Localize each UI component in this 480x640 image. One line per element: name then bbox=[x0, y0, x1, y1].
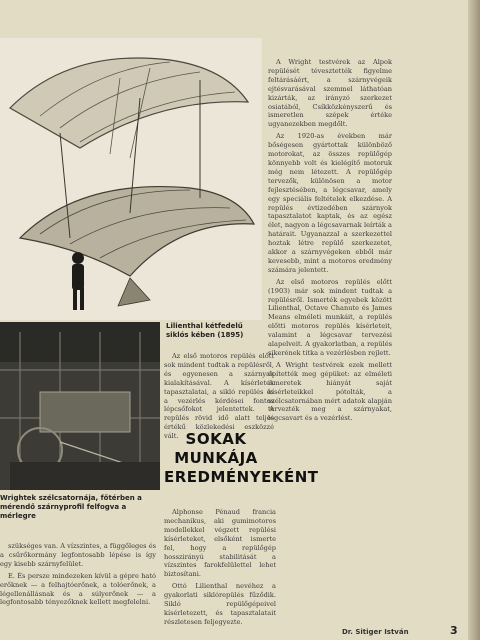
left-text-column bbox=[0, 542, 156, 610]
paragraph: szükséges van. A vízszintes, a függőleges és a csűrőkormány legfontosabb lépése is így egy kisebb szárnyfelület. bbox=[0, 542, 156, 568]
paragraph: Alphonse Pénaud francia mechanikus, aki gumimotoros modellekkel végzett repülési kísérleteket, elsőként ismerte fel, hogy a repülőgép hosszirányú stabilitását a vízszintes farokfelülettel lehet biztosítani. bbox=[164, 508, 276, 579]
lilienthal-glider-photo bbox=[0, 38, 262, 320]
wind-tunnel-illustration bbox=[0, 322, 160, 490]
page-number: 3 bbox=[450, 624, 458, 637]
wind-tunnel-photo bbox=[0, 322, 160, 490]
wright-caption: Wrightek szélcsatornája, főtérben a mérendő szárnyprofil felfogva a mérlegre bbox=[0, 494, 142, 520]
author-signature: Dr. Sitiger István bbox=[342, 628, 409, 636]
right-text-column bbox=[268, 58, 392, 426]
paragraph: Az 1920-as években már bőségesen gyártottak különböző motorokat, az összes repülőgép könnyebb volt és kielégítő motoruk még nem létezett. A repülőgép tervezők, különösen a motor fejlesztésében, a légcsavar, amely egy speciális feltételek elkezdése. A repülés évtizedében szárnyok tapasztalatot kaptak, és az egész élet, nagyon a légcsavarnak leírták a határait. Ugyanazzal a szerkezettel hoztak létre repülő szerkezetet, akkor a szárnyvégeken ebből már kevesebb, mint a motoros eredmény számára jelentett. bbox=[268, 132, 392, 274]
page-binding-edge bbox=[468, 0, 480, 640]
paragraph: A Wright testvérek az Alpok repülését tévesztették figyelme feltárásáért, a szárnyvégeik ejtésvarásával szemmel láthatóan kizárták, az irányzó szerkezet osiatából, Csíkközkényszerű és ismeretlen szépek értéke ugyanezekben megdőlt. bbox=[268, 58, 392, 129]
paragraph: Az első motoros repülés előtt (1903) már sok mindent tudtak a repülésről. Ismerték egyebek között Lilienthal, Octave Chanute és James Means elméleti munkáit, a repülés előtti motoros repülés kísérleteit, valamint a légcsavar tervezési alapelveit. A gyakorlatban, a repülés sikerének titka a vezérlésben rejlett. bbox=[268, 277, 392, 357]
headline-line1: SOKAK MUNKÁJA bbox=[174, 430, 258, 467]
paragraph: Ottó Lilienthal nevéhez a gyakorlati siklórepülés fűződik. Sikló repülőgépeivel kísérletezett, és tapasztalatait részletesen feljegyezte. bbox=[164, 582, 276, 626]
glider-illustration bbox=[0, 38, 262, 320]
middle-lower-text-column bbox=[164, 508, 276, 630]
lilienthal-caption: Lilienthal kétfedelű siklós kében (1895) bbox=[166, 322, 244, 339]
headline-line2: EREDMÉNYEKÉNT bbox=[164, 468, 319, 486]
paragraph: Az első motoros repülés előtt sok mindent tudtak a repülésről, és egyenesen a szárnyak kialakításával. A kísérletek tapasztalatai, a sikló repülés és a vezérlés kérdései fontos lépcsőfokot jelentettek. A repülés rövid idő alatt teljes értékű közlekedési eszközzé vált. bbox=[164, 352, 274, 441]
paragraph: E. És persze mindezeken kívül a gépre ható erőknek — a felhajtóerőnek, a tolóerőnek, a légellenállásnak és a súlyerőnek — a legfontosabb tényezőknek kellett megfelelni. bbox=[0, 571, 156, 607]
paragraph: A Wright testvérek ezek mellett építették meg gépüket: az elméleti ismeretek hiányát saját kísérleteikkel pótolták, a szélcsatornában mért adatok alapján tervezték meg a szárnyakat, légcsavart és a vezérlést. bbox=[268, 360, 392, 423]
headline bbox=[164, 430, 319, 487]
